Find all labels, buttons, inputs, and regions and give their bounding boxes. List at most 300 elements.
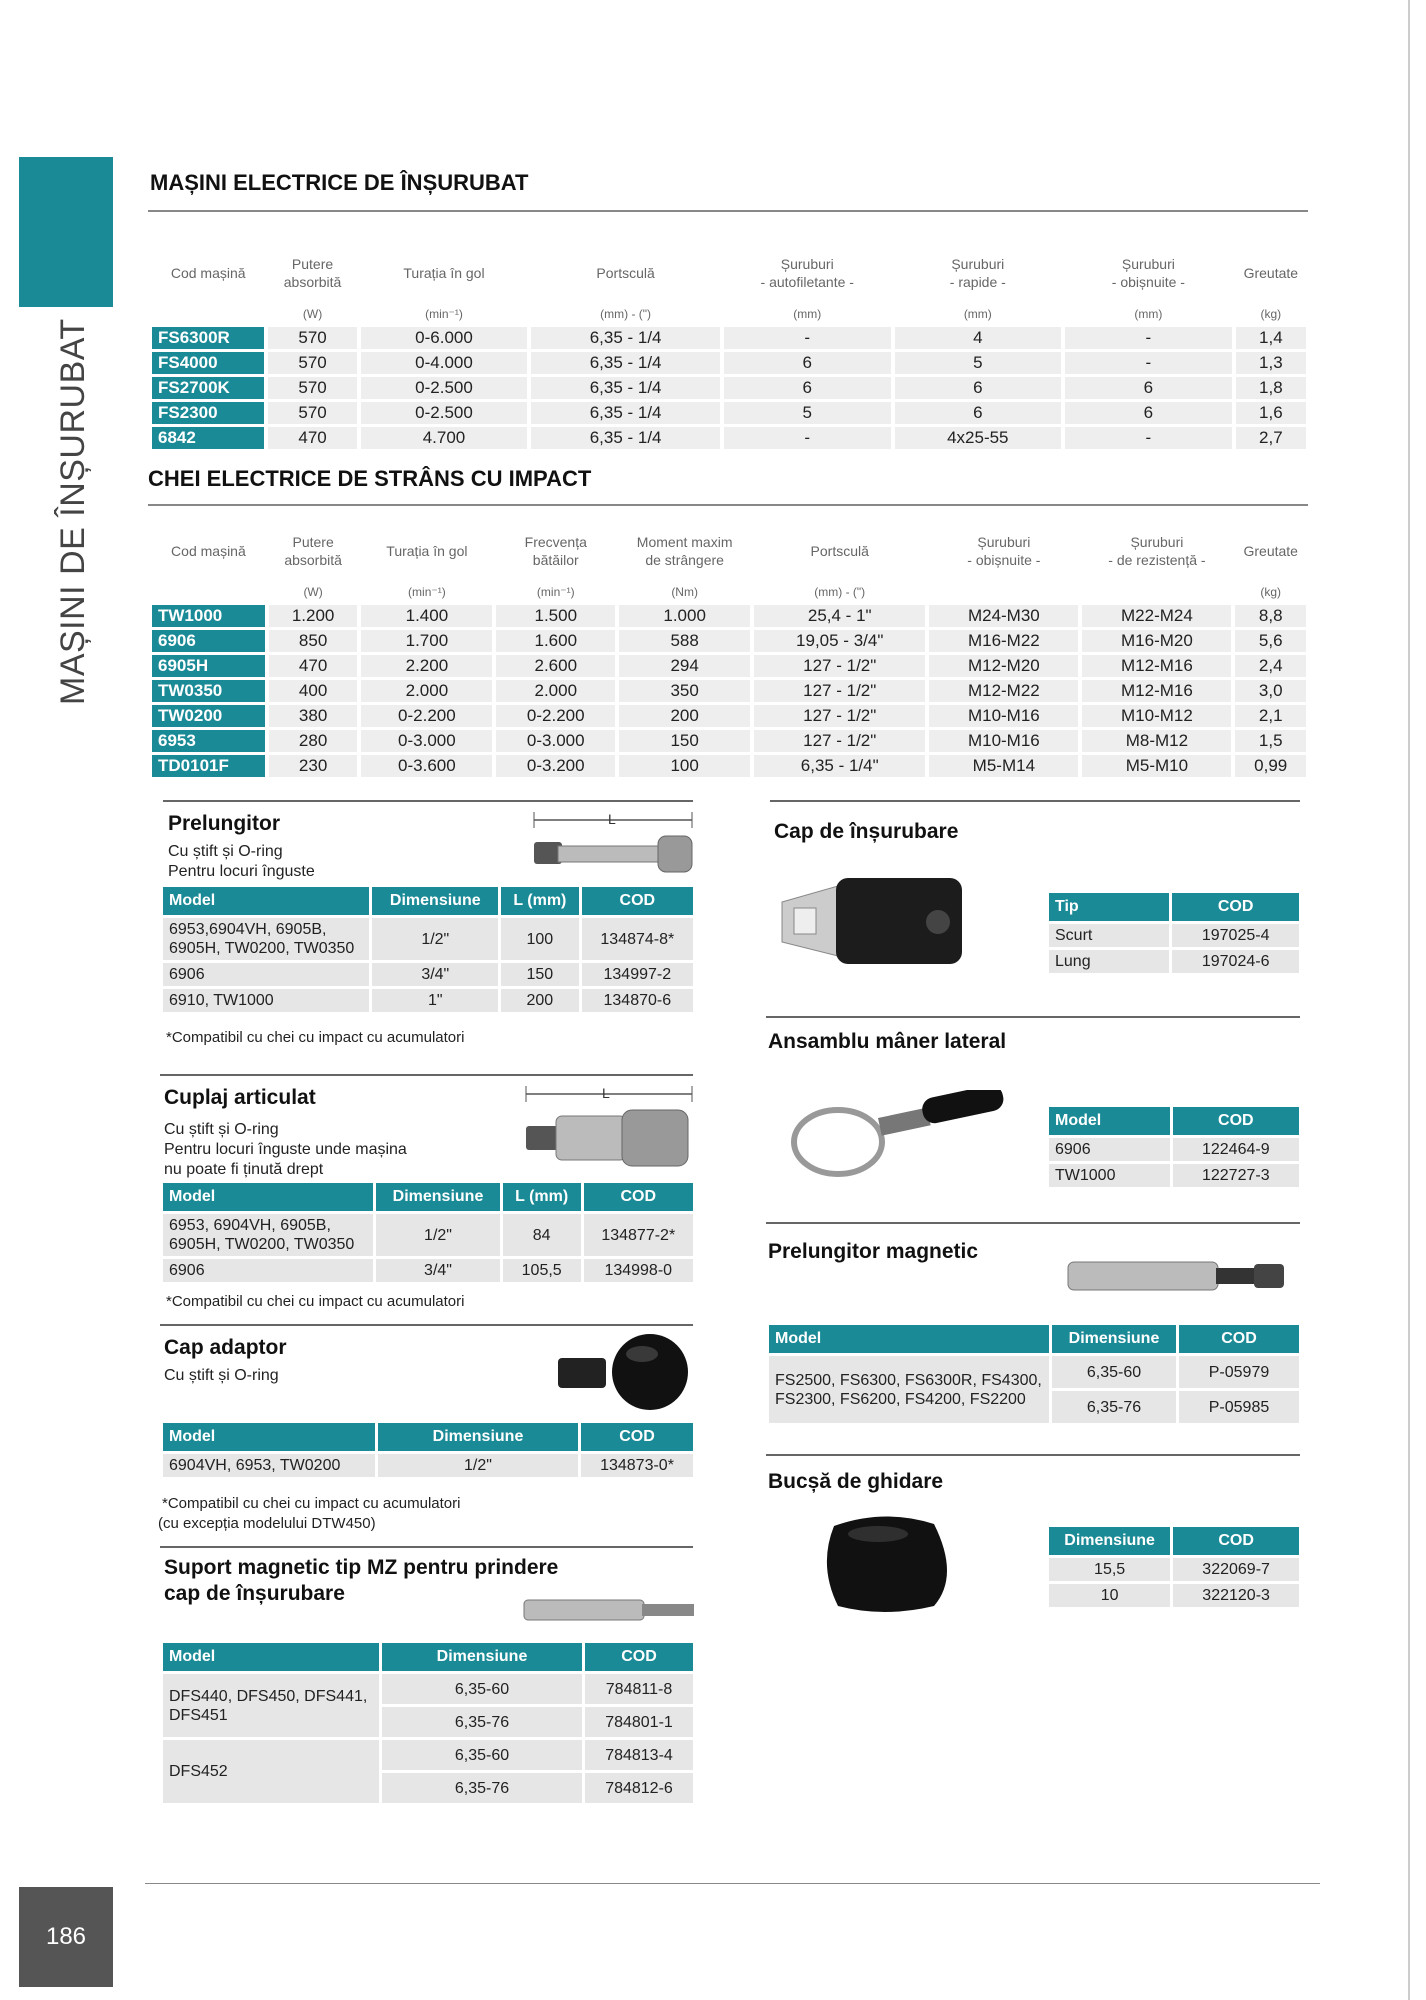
prelungitor-header-cell: COD [582, 887, 693, 915]
suport-header-cell: Dimensiune [382, 1643, 582, 1671]
cap-insurubare-header-cell: Tip [1049, 893, 1169, 921]
cuplaj-table [160, 1180, 696, 1285]
bucsa-cell: 322120-3 [1173, 1584, 1299, 1607]
section2-divider [148, 504, 1308, 506]
s2-header-cell: Șuruburi - obișnuite - [967, 534, 1041, 568]
s2-cell: M12-M22 [929, 680, 1078, 702]
s2-cell: M12-M16 [1082, 655, 1231, 677]
ansamblu-image [790, 1090, 1006, 1180]
s1-cell: 4 [895, 327, 1062, 349]
prelungitor-cell: 6910, TW1000 [163, 989, 369, 1012]
s2-cell: 127 - 1/2" [754, 680, 925, 702]
prelungitor-dim-label: L [608, 811, 616, 827]
suport-divider [160, 1546, 693, 1548]
s1-header-cell: Turația în gol [403, 265, 485, 281]
s1-cell: 0-6.000 [361, 327, 528, 349]
s2-cell: M8-M12 [1082, 730, 1231, 752]
cap-adaptor-row [163, 1454, 693, 1477]
s2-cell: 0-3.000 [361, 730, 492, 752]
prelungitor-table [160, 884, 696, 1015]
cap-insurubare-table [1046, 890, 1302, 976]
cap-adaptor-image [556, 1332, 690, 1412]
cuplaj-cell: 1/2" [376, 1214, 500, 1256]
s2-cell: M10-M16 [929, 705, 1078, 727]
s2-cell: 0-2.200 [496, 705, 615, 727]
s2-cell: 0-3.600 [361, 755, 492, 777]
s2-unit-cell: (mm) - (") [814, 585, 866, 599]
s2-cell: 127 - 1/2" [754, 655, 925, 677]
s1-header-cell: Greutate [1243, 265, 1299, 281]
prelungitor-cell: 134870-6 [582, 989, 693, 1012]
s2-cell: 2.600 [496, 655, 615, 677]
s2-cell: 588 [619, 630, 750, 652]
cap-adaptor-sub1: Cu știft și O-ring [164, 1367, 279, 1384]
s2-cell: 400 [269, 680, 358, 702]
cap-adaptor-note1: *Compatibil cu chei cu impact cu acumulatori [162, 1495, 461, 1512]
s1-cell: 6 [1065, 377, 1232, 399]
s2-cell: 1.600 [496, 630, 615, 652]
suport-table [160, 1640, 696, 1806]
s1-cell: 4x25-55 [895, 427, 1062, 449]
s1-cell: - [1065, 427, 1232, 449]
s2-cell: 280 [269, 730, 358, 752]
prelungitor-magnetic-cell: P-05985 [1179, 1391, 1299, 1423]
s2-cell: 3,0 [1235, 680, 1306, 702]
s2-header-cell: Turația în gol [386, 543, 468, 559]
bucsa-header-cell: Dimensiune [1049, 1527, 1170, 1555]
s2-cell: M16-M22 [929, 630, 1078, 652]
prelungitor-row [163, 989, 693, 1012]
prelungitor-cell: 6953,6904VH, 6905B, 6905H, TW0200, TW0350 [163, 918, 369, 960]
s2-row [152, 605, 1306, 627]
s1-cell: 5 [724, 402, 891, 424]
bucsa-table [1046, 1524, 1302, 1610]
ansamblu-cell: 6906 [1049, 1138, 1170, 1161]
s1-cell: 0-2.500 [361, 377, 528, 399]
s1-cell: 6,35 - 1/4 [531, 377, 720, 399]
s2-cell: 470 [269, 655, 358, 677]
s2-header-row [152, 523, 1306, 579]
s1-header-cell: Șuruburi - rapide - [949, 256, 1006, 290]
s2-cell: 5,6 [1235, 630, 1306, 652]
suport-cell: 784801-1 [585, 1707, 693, 1737]
cuplaj-cell: 105,5 [503, 1259, 581, 1282]
ansamblu-divider [766, 1016, 1300, 1018]
prelungitor-magnetic-table [766, 1322, 1302, 1426]
s2-cell: M5-M14 [929, 755, 1078, 777]
ansamblu-cell: 122727-3 [1173, 1164, 1299, 1187]
cap-adaptor-header-cell: Dimensiune [378, 1423, 578, 1451]
prelungitor-cell: 1" [372, 989, 498, 1012]
s1-row [152, 427, 1306, 449]
section1-divider [148, 210, 1308, 212]
cap-adaptor-header-cell: Model [163, 1423, 375, 1451]
prelungitor-header-cell: Dimensiune [372, 887, 498, 915]
s2-cell: 0-3.000 [496, 730, 615, 752]
s1-header-cell: Portsculă [596, 265, 655, 281]
s2-header-cell: Putere absorbită [284, 534, 342, 568]
cap-insurubare-cell: Lung [1049, 950, 1169, 973]
cuplaj-note: *Compatibil cu chei cu impact cu acumulatori [166, 1293, 465, 1310]
s2-unit-cell [152, 582, 265, 602]
s1-header-row [152, 245, 1306, 301]
cap-adaptor-table [160, 1420, 696, 1480]
suport-title-line2: cap de înșurubare [164, 1582, 345, 1605]
s1-unit-cell: (mm) [1134, 307, 1163, 321]
ansamblu-cell: 122464-9 [1173, 1138, 1299, 1161]
prelungitor-cell: 150 [501, 963, 579, 986]
suport-cell: 6,35-60 [382, 1740, 582, 1770]
s1-row [152, 402, 1306, 424]
cap-insurubare-header-row [1049, 893, 1299, 921]
s1-model-code: 6842 [152, 427, 264, 449]
s2-unit-cell [929, 582, 1078, 602]
s1-unit-cell: (mm) [793, 307, 822, 321]
s2-unit-cell: (min⁻¹) [536, 585, 575, 599]
s2-model-code: TD0101F [152, 755, 265, 777]
s2-cell: M10-M16 [929, 730, 1078, 752]
cuplaj-cell: 6906 [163, 1259, 373, 1282]
s2-units-row [152, 582, 1306, 602]
cap-insurubare-divider [770, 800, 1300, 802]
cap-adaptor-cell: 1/2" [378, 1454, 578, 1477]
s1-model-code: FS2300 [152, 402, 264, 424]
s1-model-code: FS4000 [152, 352, 264, 374]
s2-cell: M10-M12 [1082, 705, 1231, 727]
s2-cell: 850 [269, 630, 358, 652]
side-color-block [19, 157, 113, 307]
prelungitor-cell: 134874-8* [582, 918, 693, 960]
section1-title: MAȘINI ELECTRICE DE ÎNȘURUBAT [150, 170, 529, 195]
s1-cell: 4.700 [361, 427, 528, 449]
suport-header-row [163, 1643, 693, 1671]
s1-cell: - [724, 327, 891, 349]
s1-unit-cell: (min⁻¹) [425, 307, 463, 321]
bucsa-header-row [1049, 1527, 1299, 1555]
suport-cell: 784813-4 [585, 1740, 693, 1770]
s2-cell: 127 - 1/2" [754, 705, 925, 727]
footer-divider [145, 1883, 1320, 1884]
s2-cell: 200 [619, 705, 750, 727]
s1-row [152, 377, 1306, 399]
ansamblu-header-cell: Model [1049, 1107, 1170, 1135]
suport-header-cell: Model [163, 1643, 379, 1671]
s2-cell: 1.400 [361, 605, 492, 627]
cap-adaptor-cell: 6904VH, 6953, TW0200 [163, 1454, 375, 1477]
prelungitor-title: Prelungitor [168, 812, 281, 835]
s1-cell: - [724, 427, 891, 449]
suport-header-cell: COD [585, 1643, 693, 1671]
s2-cell: 2,1 [1235, 705, 1306, 727]
cap-adaptor-note2: (cu excepția modelului DTW450) [158, 1515, 376, 1532]
s1-cell: 1,3 [1236, 352, 1306, 374]
cap-insurubare-cell: Scurt [1049, 924, 1169, 947]
prelungitor-magnetic-header-cell: Dimensiune [1052, 1325, 1176, 1353]
s1-cell: - [1065, 327, 1232, 349]
prelungitor-row [163, 963, 693, 986]
prelungitor-magnetic-cell: P-05979 [1179, 1356, 1299, 1388]
prelungitor-magnetic-cell: 6,35-76 [1052, 1391, 1176, 1423]
s1-cell: 6 [895, 377, 1062, 399]
cuplaj-cell: 6953, 6904VH, 6905B, 6905H, TW0200, TW0350 [163, 1214, 373, 1256]
s1-unit-cell: (mm) - (") [600, 307, 652, 321]
suport-cell: 6,35-76 [382, 1707, 582, 1737]
s1-cell: 470 [268, 427, 356, 449]
s1-cell: 1,4 [1236, 327, 1306, 349]
s2-model-code: TW0350 [152, 680, 265, 702]
s1-cell: 2,7 [1236, 427, 1306, 449]
cuplaj-row [163, 1259, 693, 1282]
s1-row [152, 352, 1306, 374]
s2-cell: 1.700 [361, 630, 492, 652]
s2-cell: 0-3.200 [496, 755, 615, 777]
cap-insurubare-cell: 197024-6 [1172, 950, 1299, 973]
s2-header-cell: Portsculă [810, 543, 869, 559]
s2-model-code: 6905H [152, 655, 265, 677]
s2-cell: 1,5 [1235, 730, 1306, 752]
s1-header-cell: Putere absorbită [283, 256, 342, 290]
s1-cell: 6 [724, 352, 891, 374]
prelungitor-cell: 134997-2 [582, 963, 693, 986]
s2-model-code: 6953 [152, 730, 265, 752]
ansamblu-row [1049, 1138, 1299, 1161]
prelungitor-header-cell: L (mm) [501, 887, 579, 915]
suport-cell: 784812-6 [585, 1773, 693, 1803]
cap-adaptor-divider [160, 1324, 693, 1326]
s2-cell: 2.000 [361, 680, 492, 702]
s1-cell: 6 [1065, 402, 1232, 424]
ansamblu-header-row [1049, 1107, 1299, 1135]
suport-title-line1: Suport magnetic tip MZ pentru prindere [164, 1556, 559, 1579]
bucsa-cell: 10 [1049, 1584, 1170, 1607]
cuplaj-sub2: Pentru locuri înguste unde mașina [164, 1141, 407, 1158]
page-number: 186 [19, 1887, 113, 1987]
cuplaj-header-cell: Dimensiune [376, 1183, 500, 1211]
cuplaj-sub1: Cu știft și O-ring [164, 1121, 279, 1138]
cap-adaptor-header-row [163, 1423, 693, 1451]
cuplaj-header-cell: L (mm) [503, 1183, 581, 1211]
s2-cell: 0,99 [1235, 755, 1306, 777]
bucsa-image [814, 1506, 964, 1616]
s1-cell: 5 [895, 352, 1062, 374]
s2-cell: 380 [269, 705, 358, 727]
s2-cell: M5-M10 [1082, 755, 1231, 777]
s1-units-row [152, 304, 1306, 324]
cuplaj-dim-label: L [602, 1085, 610, 1101]
s2-cell: 1.000 [619, 605, 750, 627]
s2-cell: M24-M30 [929, 605, 1078, 627]
s2-unit-cell: (min⁻¹) [408, 585, 446, 599]
prelungitor-magnetic-image [1066, 1256, 1286, 1296]
cuplaj-title: Cuplaj articulat [164, 1086, 316, 1109]
section2-title: CHEI ELECTRICE DE STRÂNS CU IMPACT [148, 466, 592, 491]
suport-image [522, 1594, 696, 1626]
s2-cell: 230 [269, 755, 358, 777]
s2-cell: 350 [619, 680, 750, 702]
impact-wrenches-table [148, 520, 1310, 780]
s1-header-cell: Șuruburi - obișnuite - [1111, 256, 1185, 290]
s2-model-code: TW0200 [152, 705, 265, 727]
s1-cell: 6 [724, 377, 891, 399]
cuplaj-header-cell: COD [584, 1183, 694, 1211]
s2-unit-cell: (Nm) [671, 585, 698, 599]
s1-model-code: FS6300R [152, 327, 264, 349]
s1-unit-cell: (kg) [1260, 307, 1282, 321]
s1-unit-cell [152, 304, 264, 324]
prelungitor-cell: 100 [501, 918, 579, 960]
s2-model-code: TW1000 [152, 605, 265, 627]
bucsa-row [1049, 1558, 1299, 1581]
cap-insurubare-header-cell: COD [1172, 893, 1299, 921]
cap-insurubare-row [1049, 950, 1299, 973]
s1-cell: 570 [268, 352, 356, 374]
suport-cell: 6,35-76 [382, 1773, 582, 1803]
s1-cell: 570 [268, 327, 356, 349]
s1-cell: 1,6 [1236, 402, 1306, 424]
s2-header-cell: Greutate [1243, 543, 1298, 559]
cuplaj-row [163, 1214, 693, 1256]
bucsa-header-cell: COD [1173, 1527, 1299, 1555]
cuplaj-cell: 134998-0 [584, 1259, 694, 1282]
prelungitor-magnetic-header-cell: COD [1179, 1325, 1299, 1353]
s2-row [152, 705, 1306, 727]
suport-row [163, 1674, 693, 1704]
s2-cell: 1.200 [269, 605, 358, 627]
s1-unit-cell: (mm) [963, 307, 992, 321]
bucsa-cell: 15,5 [1049, 1558, 1170, 1581]
prelungitor-image [528, 808, 698, 884]
prelungitor-magnetic-header-row [769, 1325, 1299, 1353]
s2-cell: 150 [619, 730, 750, 752]
prelungitor-cell: 3/4" [372, 963, 498, 986]
s2-cell: M22-M24 [1082, 605, 1231, 627]
prelungitor-header-row [163, 887, 693, 915]
s2-cell: M12-M16 [1082, 680, 1231, 702]
s2-cell: 8,8 [1235, 605, 1306, 627]
cuplaj-sub3: nu poate fi ținută drept [164, 1161, 324, 1178]
screwdrivers-table [148, 242, 1310, 452]
s2-cell: M12-M20 [929, 655, 1078, 677]
cuplaj-header-cell: Model [163, 1183, 373, 1211]
prelungitor-cell: 6906 [163, 963, 369, 986]
s1-row [152, 327, 1306, 349]
s2-cell: 25,4 - 1" [754, 605, 925, 627]
prelungitor-sub2: Pentru locuri înguste [168, 863, 315, 880]
ansamblu-title: Ansamblu mâner lateral [768, 1030, 1007, 1053]
suport-cell: 6,35-60 [382, 1674, 582, 1704]
s2-header-cell: Frecvența bătăilor [524, 534, 587, 568]
s2-cell: 100 [619, 755, 750, 777]
bucsa-title: Bucșă de ghidare [768, 1470, 944, 1493]
prelungitor-magnetic-model-cell: FS2500, FS6300, FS6300R, FS4300, FS2300, FS6200, FS4200, FS2200 [769, 1356, 1049, 1423]
s2-cell: 2.000 [496, 680, 615, 702]
s2-unit-cell: (W) [303, 585, 323, 599]
s2-cell: 1.500 [496, 605, 615, 627]
ansamblu-table [1046, 1104, 1302, 1190]
prelungitor-row [163, 918, 693, 960]
s2-header-cell: Șuruburi - de rezistență - [1108, 534, 1206, 568]
s2-header-cell: Moment maxim de strângere [636, 534, 733, 568]
s1-cell: 0-2.500 [361, 402, 528, 424]
prelungitor-cell: 200 [501, 989, 579, 1012]
prelungitor-note: *Compatibil cu chei cu impact cu acumulatori [166, 1029, 465, 1046]
s2-cell: 127 - 1/2" [754, 730, 925, 752]
cap-insurubare-cell: 197025-4 [1172, 924, 1299, 947]
s2-row [152, 755, 1306, 777]
bucsa-row [1049, 1584, 1299, 1607]
suport-cell: 784811-8 [585, 1674, 693, 1704]
s2-row [152, 680, 1306, 702]
bucsa-cell: 322069-7 [1173, 1558, 1299, 1581]
s1-header-cell: Șuruburi - autofiletante - [760, 256, 854, 290]
s2-row [152, 730, 1306, 752]
ansamblu-row [1049, 1164, 1299, 1187]
cuplaj-cell: 134877-2* [584, 1214, 694, 1256]
s1-cell: 6,35 - 1/4 [531, 427, 720, 449]
prelungitor-magnetic-title: Prelungitor magnetic [768, 1240, 979, 1263]
s1-cell: 0-4.000 [361, 352, 528, 374]
cap-adaptor-title: Cap adaptor [164, 1336, 287, 1359]
cap-insurubare-title: Cap de înșurubare [774, 820, 959, 843]
s1-cell: 570 [268, 377, 356, 399]
page-edge-line [1408, 0, 1410, 2000]
s1-cell: 570 [268, 402, 356, 424]
s2-cell: 0-2.200 [361, 705, 492, 727]
cuplaj-cell: 3/4" [376, 1259, 500, 1282]
s1-cell: 6,35 - 1/4 [531, 352, 720, 374]
cap-insurubare-image [778, 872, 968, 970]
s2-cell: 2,4 [1235, 655, 1306, 677]
cap-adaptor-cell: 134873-0* [581, 1454, 693, 1477]
prelungitor-cell: 1/2" [372, 918, 498, 960]
prelungitor-header-cell: Model [163, 887, 369, 915]
s2-cell: 294 [619, 655, 750, 677]
cuplaj-cell: 84 [503, 1214, 581, 1256]
s1-unit-cell: (W) [302, 307, 323, 321]
s1-cell: 6,35 - 1/4 [531, 327, 720, 349]
s1-cell: 6 [895, 402, 1062, 424]
s2-unit-cell [1082, 582, 1231, 602]
s2-row [152, 655, 1306, 677]
prelungitor-sub1: Cu știft și O-ring [168, 843, 283, 860]
s2-row [152, 630, 1306, 652]
s1-cell: - [1065, 352, 1232, 374]
prelungitor-divider [163, 800, 693, 802]
s2-cell: 6,35 - 1/4" [754, 755, 925, 777]
prelungitor-magnetic-row [769, 1356, 1299, 1388]
s2-model-code: 6906 [152, 630, 265, 652]
side-label: MAȘINI DE ÎNȘURUBAT [54, 318, 92, 705]
cuplaj-image [522, 1082, 696, 1180]
s1-header-cell: Cod mașină [170, 265, 246, 281]
s1-cell: 6,35 - 1/4 [531, 402, 720, 424]
s1-model-code: FS2700K [152, 377, 264, 399]
prelungitor-magnetic-cell: 6,35-60 [1052, 1356, 1176, 1388]
s2-cell: M16-M20 [1082, 630, 1231, 652]
cap-adaptor-header-cell: COD [581, 1423, 693, 1451]
suport-row [163, 1740, 693, 1770]
ansamblu-header-cell: COD [1173, 1107, 1299, 1135]
s2-cell: 2.200 [361, 655, 492, 677]
bucsa-divider [766, 1454, 1300, 1456]
prelungitor-magnetic-header-cell: Model [769, 1325, 1049, 1353]
suport-model-cell: DFS452 [163, 1740, 379, 1803]
s2-cell: 19,05 - 3/4" [754, 630, 925, 652]
s2-header-cell: Cod mașină [171, 543, 246, 559]
ansamblu-cell: TW1000 [1049, 1164, 1170, 1187]
cap-insurubare-row [1049, 924, 1299, 947]
prelungitor-magnetic-divider [766, 1222, 1300, 1224]
